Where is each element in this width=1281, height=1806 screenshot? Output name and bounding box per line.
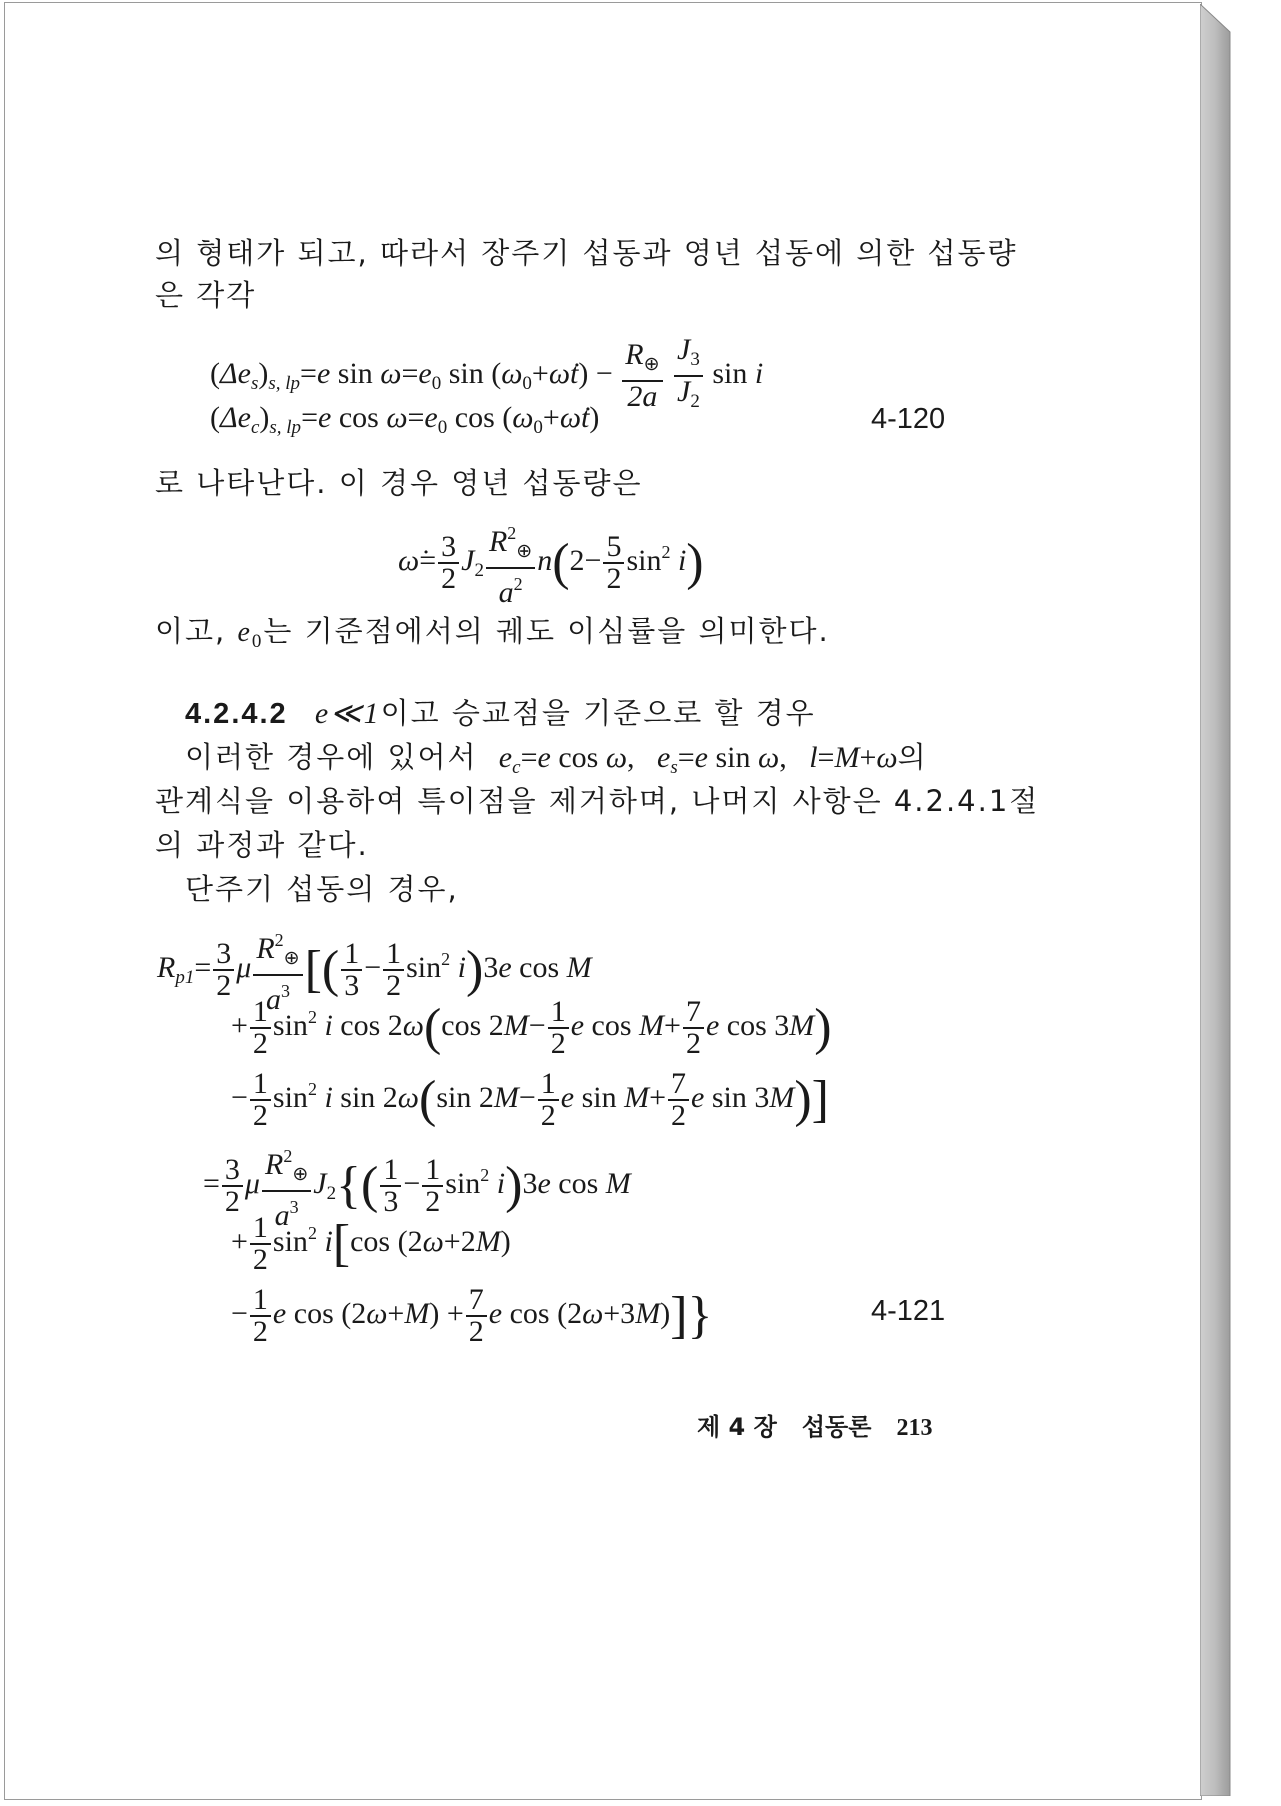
equation-secular-rate: ω̇= $\frac{3}{2}$ $J_2$ $\frac{R^2_\oplus}{a^2}$ n(2− $\frac{5}{2}$ $\sin^2 i$) — [398, 518, 704, 608]
paragraph-line: 관계식을 이용하여 특이점을 제거하며, 나머지 사항은 4.2.4.1절 — [155, 784, 1040, 818]
paragraph-line: 이러한 경우에 있어서 $e_c=e$ cos ω, $e_s=e$ sin ω, l=M+ω의 — [185, 740, 928, 778]
paragraph-line: 은 각각 — [155, 278, 257, 312]
equation-number: 4-121 — [871, 1295, 946, 1327]
paragraph-line: 이고, $e_0$는 기준점에서의 궤도 이심률을 의미한다. — [155, 614, 830, 652]
equation-4-121-line2: + $\frac{1}{2}$ $\sin^2 i$ cos 2ω(cos 2M− $\frac{1}{2}$ e cos M+ $\frac{7}{2}$ e cos 3M) — [231, 995, 832, 1060]
equation-4-121-line5: + $\frac{1}{2}$ $\sin^2 i[\cos$ (2ω+2M) — [231, 1211, 511, 1276]
chapter-title: 섭동론 — [801, 1413, 872, 1441]
page-number: 213 — [896, 1415, 933, 1441]
equation-4-120-line1: $(\Delta e_s)_{s, lp}=e$ $\sin \omega=e_0$ $\sin (\omega_0+\omegȧt)$ − $\frac{R_\oplus}{2a}$ $\frac{J_3}{J_2}$ sin i — [210, 333, 764, 413]
section-heading: 4.2.4.2 e≪1이고 승교점을 기준으로 할 경우 — [185, 696, 816, 730]
equation-4-121-line1: $R_{p1}=$ $\frac{3}{2}$ μ $\frac{R^2_\oplus}{a^3}$ [( $\frac{1}{3}$ − $\frac{1}{2}$ $\sin^2 i)3e$ cos M — [157, 925, 592, 1015]
page-edge — [1200, 4, 1236, 1796]
paragraph-line: 의 형태가 되고, 따라서 장주기 섭동과 영년 섭동에 의한 섭동량 — [155, 236, 1018, 270]
paragraph-line: 단주기 섭동의 경우, — [185, 872, 459, 906]
paragraph-line: 로 나타난다. 이 경우 영년 섭동량은 — [155, 466, 643, 500]
paragraph-line: 의 과정과 같다. — [155, 828, 369, 862]
running-footer — [697, 1407, 933, 1442]
chapter-label: 제 4 장 — [697, 1413, 777, 1441]
equation-4-121-line4: = $\frac{3}{2}$ μ $\frac{R^2_\oplus}{a^3}$ $J_2${( $\frac{1}{3}$ − $\frac{1}{2}$ $\sin^2 i)3e$ cos M — [203, 1141, 631, 1231]
equation-number: 4-120 — [871, 403, 946, 435]
equation-4-120-line2: $(\Delta e_c)_{s, lp}=e$ $\cos \omega=e_0$ $\cos (\omega_0+\omegȧt)$ — [210, 401, 600, 438]
equation-4-121-line6: − $\frac{1}{2}$ e cos (2ω+M) + $\frac{7}{2}$ e cos (2ω+3M)]} — [231, 1283, 713, 1348]
book-page — [4, 2, 1202, 1800]
equation-4-121-line3: − $\frac{1}{2}$ $\sin^2 i$ sin 2ω(sin 2M− $\frac{1}{2}$ e sin M+ $\frac{7}{2}$ e sin 3M)] — [231, 1067, 829, 1132]
